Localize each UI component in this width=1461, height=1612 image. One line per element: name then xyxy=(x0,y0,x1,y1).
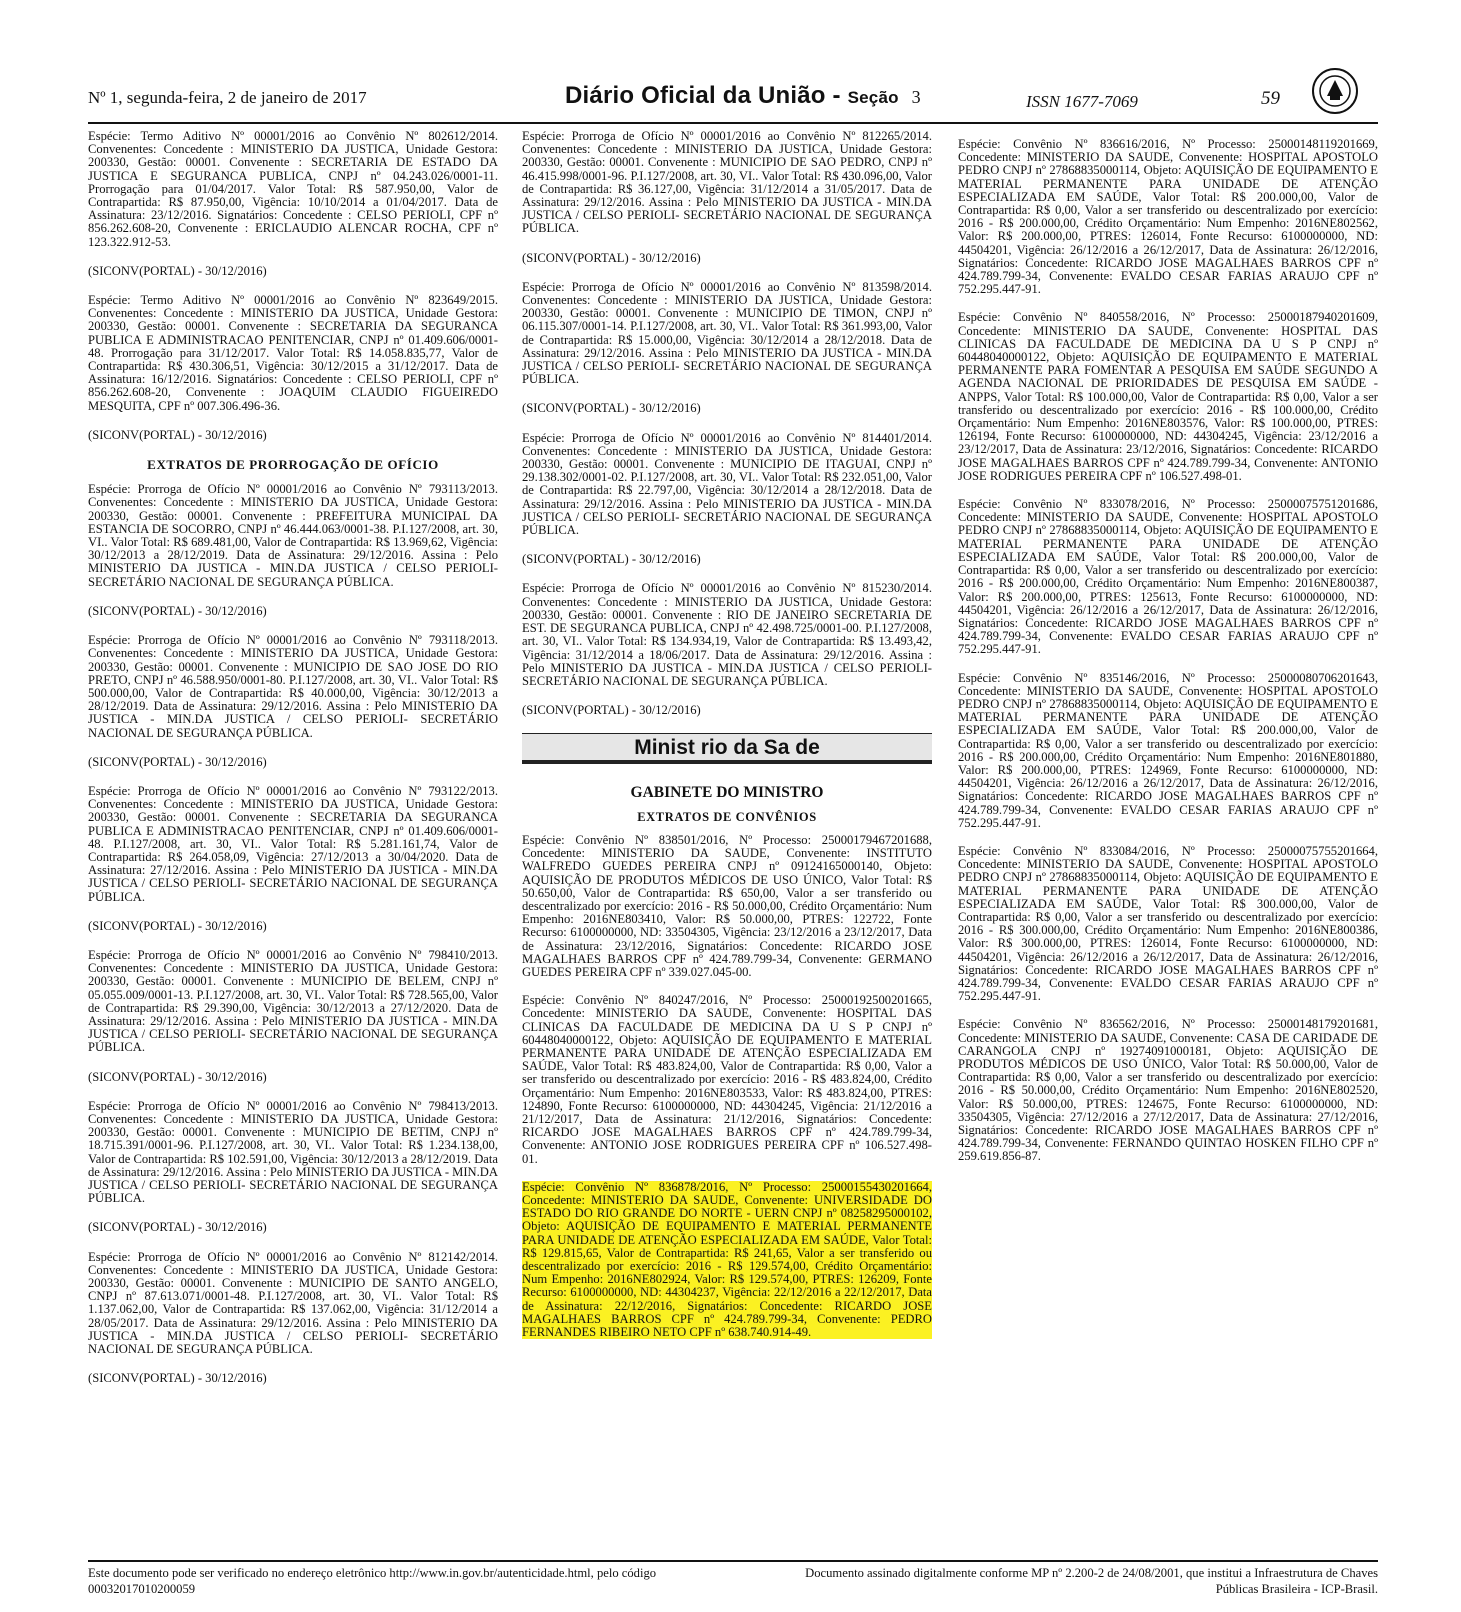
convenio-entry: Espécie: Convênio Nº 833078/2016, Nº Processo: 25000075751201686, Concedente: MINISTERIO DA SAUDE, Convenente: HOSPITAL APOSTOLO PEDRO CNPJ nº 27868835000114, Objeto: AQUISIÇÃO DE EQUIPAMENTO E MATERIAL PERMANENTE PARA UNIDADE DE ATENÇÃO ESPECIALIZADA EM SAÚDE, Valor Total: R$ 200.000,00, Valor de Contrapartida: R$ 0,00, Valor a ser transferido ou descentralizado por exercício: 2016 - R$ 200.000,00, Crédito Orçamentário: Num Empenho: 2016NE800387, Valor: R$ 200.000,00, PTRES: 125613, Fonte Recurso: 6100000000, ND: 44504201, Vigência: 26/12/2016 a 26/12/2017, Data de Assinatura: 26/12/2016, Signatários: Concedente: RICARDO JOSE MAGALHAES BARROS CPF nº 424.789.799-34, Convenente: EVALDO CESAR FARIAS ARAUJO CPF nº 752.295.447-91. xyxy=(958,497,1378,657)
imprensa-nacional-seal-icon xyxy=(1310,66,1360,116)
spacer xyxy=(958,483,1378,498)
issue-line: Nº 1, segunda-feira, 2 de janeiro de 2017 xyxy=(88,88,367,107)
issn: ISSN 1677-7069 xyxy=(1026,92,1138,111)
section-label: Seção xyxy=(847,88,899,107)
extract-entry: Espécie: Prorroga de Ofício Nº 00001/2016 ao Convênio Nº 793118/2013. Convenentes: Concedente : MINISTERIO DA JUSTICA, Unidade Gestora: 200330, Gestão: 00001. Convenente : MUNICIPIO DE SAO JOSE DO RIO PRETO, CNPJ nº 46.588.950/0001-80. P.I.127/2008, art. 30, VI.. Valor Total: R$ 500.000,00, Valor de Contrapartida: R$ 40.000,00, Vigência: 30/12/2013 a 28/12/2019. Data de Assinatura: 29/12/2016. Assina : Pelo MINISTERIO DA JUSTICA - MIN.DA JUSTICA / CELSO PERIOLI- SECRETÁRIO NACIONAL DE SEGURANÇA PÚBLICA. xyxy=(88,633,498,740)
highlighted-convenio-entry: Espécie: Convênio Nº 836878/2016, Nº Processo: 25000155430201664, Concedente: MINISTERIO DA SAUDE, Convenente: UNIVERSIDADE DO ESTADO DO RIO GRANDE DO NORTE - UERN CNPJ nº 08258295000102, Objeto: AQUISIÇÃO DE EQUIPAMENTO E MATERIAL PERMANENTE PARA UNIDADE DE ATENÇÃO ESPECIALIZADA EM SAÚDE, Valor Total: R$ 129.815,65, Valor de Contrapartida: R$ 241,65, Valor a ser transferido ou descentralizado por exercício: 2016 - R$ 129.574,00, Crédito Orçamentário: Num Empenho: 2016NE802924, Valor: R$ 129.574,00, PTRES: 126209, Fonte Recurso: 6100000000, ND: 44304237, Vigência: 22/12/2016 a 22/12/2017, Data de Assinatura: 22/12/2016, Signatários: Concedente: RICARDO JOSE MAGALHAES BARROS CPF nº 424.789.799-34, Convenente: PEDRO FERNANDES RIBEIRO NETO CPF nº 638.740.914-49. xyxy=(522,1179,932,1340)
convenio-entry: Espécie: Convênio Nº 838501/2016, Nº Processo: 25000179467201688, Concedente: MINISTERIO DA SAUDE, Convenente: INSTITUTO WALFREDO GUEDES PEREIRA CNPJ nº 09124165000140, Objeto: AQUISIÇÃO DE PRODUTOS MÉDICOS DE USO ÚNICO, Valor Total: R$ 50.650,00, Valor de Contrapartida: R$ 650,00, Valor a ser transferido ou descentralizado por exercício: 2016 - R$ 50.000,00, Crédito Orçamentário: Num Empenho: 2016NE803410, Valor: R$ 50.000,00, PTRES: 122722, Fonte Recurso: 6100000000, ND: 33504305, Vigência: 23/12/2016 a 23/12/2017, Data de Assinatura: 23/12/2016, Signatários: Concedente: RICARDO JOSE MAGALHAES BARROS CPF nº 424.789.799-34, Convenente: GERMANO GUEDES PEREIRA CPF nº 339.027.045-00. xyxy=(522,832,932,979)
gazette-name: Diário Oficial da União xyxy=(565,82,826,109)
convenio-entry: Espécie: Convênio Nº 835146/2016, Nº Processo: 25000080706201643, Concedente: MINISTERIO DA SAUDE, Convenente: HOSPITAL APOSTOLO PEDRO CNPJ nº 27868835000114, Objeto: AQUISIÇÃO DE EQUIPAMENTO E MATERIAL PERMANENTE PARA UNIDADE DE ATENÇÃO ESPECIALIZADA EM SAÚDE, Valor Total: R$ 200.000,00, Valor de Contrapartida: R$ 0,00, Valor a ser transferido ou descentralizado por exercício: 2016 - R$ 200.000,00, Crédito Orçamentário: Num Empenho: 2016NE801880, Valor: R$ 200.000,00, PTRES: 124969, Fonte Recurso: 6100000000, ND: 44504201, Vigência: 26/12/2016 a 26/12/2017, Data de Assinatura: 26/12/2016, Signatários: Concedente: RICARDO JOSE MAGALHAES BARROS CPF nº 424.789.799-34, Convenente: EVALDO CESAR FARIAS ARAUJO CPF nº 752.295.447-91. xyxy=(958,670,1378,830)
siconv-note: (SICONV(PORTAL) - 30/12/2016) xyxy=(88,754,267,769)
column-2 xyxy=(522,130,932,1339)
extract-entry: Espécie: Prorroga de Ofício Nº 00001/2016 ao Convênio Nº 793122/2013. Convenentes: Concedente : MINISTERIO DA JUSTICA, Unidade Gestora: 200330, Gestão: 00001. Convenente : SECRETARIA DA SEGURANCA PUBLICA E ADMINISTRACAO PENITENCIAR, CNPJ nº 01.409.606/0001-48. P.I.127/2008, art. 30, VI.. Valor Total: R$ 5.281.161,74, Valor de Contrapartida: R$ 264.058,09, Vigência: 27/12/2013 a 30/04/2020. Data de Assinatura: 27/12/2016. Assina : Pelo MINISTERIO DA JUSTICA - MIN.DA JUSTICA / CELSO PERIOLI- SECRETÁRIO NACIONAL DE SEGURANÇA PÚBLICA. xyxy=(88,783,498,904)
spacer xyxy=(958,657,1378,672)
extract-entry: Espécie: Termo Aditivo Nº 00001/2016 ao Convênio Nº 802612/2014. Convenentes: Concedente : MINISTERIO DA JUSTICA, Unidade Gestora: 200330, Gestão: 00001. Convenente : SECRETARIA DE ESTADO DA JUSTICA E SEGURANCA PUBLICA, CNPJ nº 04.243.026/0001-11. Prorrogação para 01/04/2017. Valor Total: R$ 587.950,00, Valor de Contrapartida: R$ 87.950,00, Vigência: 10/10/2014 a 01/04/2017. Data de Assinatura: 23/12/2016. Signatários: Concedente : CELSO PERIOLI, CPF nº 856.262.608-20, Convenente : ERICLAUDIO ALENCAR ROCHA, CPF nº 123.322.912-53. xyxy=(88,129,498,249)
footer-rule xyxy=(88,1560,1378,1562)
siconv-note: (SICONV(PORTAL) - 30/12/2016) xyxy=(88,1069,267,1084)
extract-entry: Espécie: Prorroga de Ofício Nº 00001/2016 ao Convênio Nº 813598/2014. Convenentes: Concedente : MINISTERIO DA JUSTICA, Unidade Gestora: 200330, Gestão: 00001. Convenente : MUNICIPIO DE TIMON, CNPJ nº 06.115.307/0001-14. P.I.127/2008, art. 30, VI.. Valor Total: R$ 361.993,00, Valor de Contrapartida: R$ 15.000,00, Vigência: 30/12/2014 a 28/12/2018. Data de Assinatura: 29/12/2016. Assina : Pelo MINISTERIO DA JUSTICA - MIN.DA JUSTICA / CELSO PERIOLI- SECRETÁRIO NACIONAL DE SEGURANÇA PÚBLICA. xyxy=(522,279,932,387)
spacer xyxy=(522,1166,932,1181)
convenio-entry: Espécie: Convênio Nº 836616/2016, Nº Processo: 25000148119201669, Concedente: MINISTERIO DA SAUDE, Convenente: HOSPITAL APOSTOLO PEDRO CNPJ nº 27868835000114, Objeto: AQUISIÇÃO DE EQUIPAMENTO E MATERIAL PERMANENTE PARA UNIDADE DE ATENÇÃO ESPECIALIZADA EM SAÚDE, Valor Total: R$ 200.000,00, Valor de Contrapartida: R$ 0,00, Valor a ser transferido ou descentralizado por exercício: 2016 - R$ 200.000,00, Crédito Orçamentário: Num Empenho: 2016NE802562, Valor: R$ 200.000,00, PTRES: 126014, Fonte Recurso: 6100000000, ND: 44504201, Vigência: 26/12/2016 a 26/12/2017, Data de Assinatura: 26/12/2016, Signatários: Concedente: RICARDO JOSE MAGALHAES BARROS CPF nº 424.789.799-34, Convenente: EVALDO CESAR FARIAS ARAUJO CPF nº 752.295.447-91. xyxy=(958,137,1378,297)
extract-entry: Espécie: Prorroga de Ofício Nº 00001/2016 ao Convênio Nº 814401/2014. Convenentes: Concedente : MINISTERIO DA JUSTICA, Unidade Gestora: 200330, Gestão: 00001. Convenente : MUNICIPIO DE ITAGUAI, CNPJ nº 29.138.302/0001-02. P.I.127/2008, art. 30, VI.. Valor Total: R$ 232.051,00, Valor de Contrapartida: R$ 22.797,00, Vigência: 30/12/2014 a 28/12/2018. Data de Assinatura: 29/12/2016. Assina : Pelo MINISTERIO DA JUSTICA - MIN.DA JUSTICA / CELSO PERIOLI- SECRETÁRIO NACIONAL DE SEGURANÇA PÚBLICA. xyxy=(522,430,932,538)
gazette-title: Diário Oficial da União - Seção 3 xyxy=(565,82,921,109)
header-rule xyxy=(88,122,1378,124)
spacer xyxy=(958,830,1378,845)
siconv-note: (SICONV(PORTAL) - 30/12/2016) xyxy=(522,250,701,265)
section-heading: EXTRATOS DE PRORROGAÇÃO DE OFÍCIO xyxy=(147,457,439,473)
extract-entry: Espécie: Termo Aditivo Nº 00001/2016 ao Convênio Nº 823649/2015. Convenentes: Concedente : MINISTERIO DA JUSTICA, Unidade Gestora: 200330, Gestão: 00001. Convenente : SECRETARIA DA SEGURANCA PUBLICA E ADMINISTRACAO PENITENCIAR, CNPJ nº 01.409.606/0001-48. Prorrogação para 31/12/2017. Valor Total: R$ 14.058.835,77, Valor de Contrapartida: R$ 430.306,51, Vigência: 30/12/2015 a 31/12/2017. Data de Assinatura: 16/12/2016. Signatários: Concedente : CELSO PERIOLI, CPF nº 856.262.608-20, Convenente : JOAQUIM CLAUDIO FIGUEIREDO MESQUITA, CPF nº 007.306.496-36. xyxy=(88,293,498,413)
extract-entry: Espécie: Prorroga de Ofício Nº 00001/2016 ao Convênio Nº 812265/2014. Convenentes: Concedente : MINISTERIO DA JUSTICA, Unidade Gestora: 200330, Gestão: 00001. Convenente : MUNICIPIO DE SAO PEDRO, CNPJ nº 46.415.998/0001-96. P.I.127/2008, art. 30, VI.. Valor Total: R$ 430.096,00, Valor de Contrapartida: R$ 36.127,00, Vigência: 31/12/2014 a 31/05/2017. Data de Assinatura: 29/12/2016. Assina : Pelo MINISTERIO DA JUSTICA - MIN.DA JUSTICA / CELSO PERIOLI- SECRETÁRIO NACIONAL DE SEGURANÇA PÚBLICA. xyxy=(522,129,932,236)
column-3 xyxy=(958,138,1378,1164)
extract-entry: Espécie: Prorroga de Ofício Nº 00001/2016 ao Convênio Nº 793113/2013. Convenentes: Concedente : MINISTERIO DA JUSTICA, Unidade Gestora: 200330, Gestão: 00001. Convenente : PREFEITURA MUNICIPAL DA ESTANCIA DE SOCORRO, CNPJ nº 46.444.063/0001-38. P.I.127/2008, art. 30, VI.. Valor Total: R$ 689.481,00, Valor de Contrapartida: R$ 13.969,62, Vigência: 30/12/2013 a 28/12/2019. Data de Assinatura: 29/12/2016. Assina : Pelo MINISTERIO DA JUSTICA - MIN.DA JUSTICA / CELSO PERIOLI- SECRETÁRIO NACIONAL DE SEGURANÇA PÚBLICA. xyxy=(88,482,498,589)
siconv-note: (SICONV(PORTAL) - 30/12/2016) xyxy=(522,401,701,416)
page-header xyxy=(88,78,1378,120)
convenio-entry: Espécie: Convênio Nº 836562/2016, Nº Processo: 25000148179201681, Concedente: MINISTERIO DA SAUDE, Convenente: CASA DE CARIDADE DE CARANGOLA CNPJ nº 19274091000181, Objeto: AQUISIÇÃO DE PRODUTOS MÉDICOS DE USO ÚNICO, Valor Total: R$ 50.000,00, Valor de Contrapartida: R$ 0,00, Valor a ser transferido ou descentralizado por exercício: 2016 - R$ 50.000,00, Crédito Orçamentário: Num Empenho: 2016NE802520, Valor: R$ 50.000,00, PTRES: 124675, Fonte Recurso: 6100000000, ND: 33504305, Vigência: 27/12/2016 a 27/12/2017, Data de Assinatura: 27/12/2016, Signatários: Concedente: RICARDO JOSE MAGALHAES BARROS CPF nº 424.789.799-34, Convenente: FERNANDO QUINTAO HOSKEN FILHO CPF nº 259.619.856-87. xyxy=(958,1017,1378,1164)
ministry-banner: Minist rio da Sa de xyxy=(522,733,932,763)
column-1 xyxy=(88,130,498,1401)
gabinete-heading: GABINETE DO MINISTRO xyxy=(630,783,824,801)
siconv-note: (SICONV(PORTAL) - 30/12/2016) xyxy=(88,1371,267,1386)
spacer xyxy=(958,1003,1378,1018)
spacer xyxy=(958,296,1378,311)
extratos-heading: EXTRATOS DE CONVÊNIOS xyxy=(637,809,817,824)
footer-signature: Documento assinado digitalmente conforme MP nº 2.200-2 de 24/08/2001, que institui a Infraestrutura de Chaves Públicas Brasileira - ICP-Brasil. xyxy=(805,1566,1378,1596)
extract-entry: Espécie: Prorroga de Ofício Nº 00001/2016 ao Convênio Nº 798413/2013. Convenentes: Concedente : MINISTERIO DA JUSTICA, Unidade Gestora: 200330, Gestão: 00001. Convenente : MUNICIPIO DE BETIM, CNPJ nº 18.715.391/0001-96. P.I.127/2008, art. 30, VI.. Valor Total: R$ 1.234.138,00, Valor de Contrapartida: R$ 102.591,00, Vigência: 30/12/2013 a 28/12/2019. Data de Assinatura: 29/12/2016. Assina : Pelo MINISTERIO DA JUSTICA - MIN.DA JUSTICA / CELSO PERIOLI- SECRETÁRIO NACIONAL DE SEGURANÇA PÚBLICA. xyxy=(88,1098,498,1206)
page-number: 59 xyxy=(1261,88,1280,109)
extract-entry: Espécie: Prorroga de Ofício Nº 00001/2016 ao Convênio Nº 815230/2014. Convenentes: Concedente : MINISTERIO DA JUSTICA, Unidade Gestora: 200330, Gestão: 00001. Convenente : RIO DE JANEIRO SECRETARIA DE EST. DE SEGURANCA PUBLICA, CNPJ nº 42.498.725/0001-00. P.I.127/2008, art. 30, VI.. Valor Total: R$ 134.934,19, Valor de Contrapartida: R$ 13.493,42, Vigência: 31/12/2014 a 18/06/2017. Data de Assinatura: 29/12/2016. Assina : Pelo MINISTERIO DA JUSTICA - MIN.DA JUSTICA / CELSO PERIOLI- SECRETÁRIO NACIONAL DE SEGURANÇA PÚBLICA. xyxy=(522,581,932,688)
convenio-entry: Espécie: Convênio Nº 833084/2016, Nº Processo: 25000075755201664, Concedente: MINISTERIO DA SAUDE, Convenente: HOSPITAL APOSTOLO PEDRO CNPJ nº 27868835000114, Objeto: AQUISIÇÃO DE EQUIPAMENTO E MATERIAL PERMANENTE PARA UNIDADE DE ATENÇÃO ESPECIALIZADA EM SAÚDE, Valor Total: R$ 300.000,00, Valor de Contrapartida: R$ 0,00, Valor a ser transferido ou descentralizado por exercício: 2016 - R$ 300.000,00, Crédito Orçamentário: Num Empenho: 2016NE800386, Valor: R$ 300.000,00, PTRES: 126014, Fonte Recurso: 6100000000, ND: 44504201, Vigência: 26/12/2016 a 26/12/2017, Data de Assinatura: 26/12/2016, Signatários: Concedente: RICARDO JOSE MAGALHAES BARROS CPF nº 424.789.799-34, Convenente: EVALDO CESAR FARIAS ARAUJO CPF nº 752.295.447-91. xyxy=(958,843,1378,1004)
siconv-note: (SICONV(PORTAL) - 30/12/2016) xyxy=(522,552,701,567)
siconv-note: (SICONV(PORTAL) - 30/12/2016) xyxy=(88,427,267,442)
extract-entry: Espécie: Prorroga de Ofício Nº 00001/2016 ao Convênio Nº 812142/2014. Convenentes: Concedente : MINISTERIO DA JUSTICA, Unidade Gestora: 200330, Gestão: 00001. Convenente : MUNICIPIO DE SANTO ANGELO, CNPJ nº 87.613.071/0001-48. P.I.127/2008, art. 30, VI.. Valor Total: R$ 1.137.062,00, Valor de Contrapartida: R$ 137.062,00, Vigência: 31/12/2014 a 28/05/2017. Data de Assinatura: 29/12/2016. Assina : Pelo MINISTERIO DA JUSTICA - MIN.DA JUSTICA / CELSO PERIOLI- SECRETÁRIO NACIONAL DE SEGURANÇA PÚBLICA. xyxy=(88,1249,498,1357)
siconv-note: (SICONV(PORTAL) - 30/12/2016) xyxy=(88,1220,267,1235)
convenio-entry: Espécie: Convênio Nº 840558/2016, Nº Processo: 25000187940201609, Concedente: MINISTERIO DA SAUDE, Convenente: HOSPITAL DAS CLINICAS DA FACULDADE DE MEDICINA DA U S P CNPJ nº 60448040000122, Objeto: AQUISIÇÃO DE EQUIPAMENTO E MATERIAL PERMANENTE PARA FOMENTAR A PESQUISA EM SAÚDE SEGUNDO A AGENDA NACIONAL DE PRIORIDADES DE PESQUISA EM SAÚDE - ANPPS, Valor Total: R$ 100.000,00, Valor de Contrapartida: R$ 0,00, Valor a ser transferido ou descentralizado por exercício: 2016 - R$ 100.000,00, Crédito Orçamentário: Num Empenho: 2016NE803576, Valor: R$ 100.000,00, PTRES: 126194, Fonte Recurso: 6100000000, ND: 44304245, Vigência: 23/12/2016 a 23/12/2017, Data de Assinatura: 23/12/2016, Signatários: Concedente: RICARDO JOSE MAGALHAES BARROS CPF nº 424.789.799-34, Convenente: ANTONIO JOSE RODRIGUES PEREIRA CPF nº 106.527.498-01. xyxy=(958,310,1378,483)
siconv-note: (SICONV(PORTAL) - 30/12/2016) xyxy=(522,703,701,718)
siconv-note: (SICONV(PORTAL) - 30/12/2016) xyxy=(88,603,267,618)
footer-verification: Este documento pode ser verificado no endereço eletrônico http://www.in.gov.br/autenticidade.html, pelo código 00032017010200059 xyxy=(88,1566,657,1596)
convenio-entry: Espécie: Convênio Nº 840247/2016, Nº Processo: 25000192500201665, Concedente: MINISTERIO DA SAUDE, Convenente: HOSPITAL DAS CLINICAS DA FACULDADE DE MEDICINA DA U S P CNPJ nº 60448040000122, Objeto: AQUISIÇÃO DE EQUIPAMENTO E MATERIAL PERMANENTE PARA UNIDADE DE ATENÇÃO ESPECIALIZADA EM SAÚDE, Valor Total: R$ 483.824,00, Valor de Contrapartida: R$ 0,00, Valor a ser transferido ou descentralizado por exercício: 2016 - R$ 483.824,00, Crédito Orçamentário: Num Empenho: 2016NE803533, Valor: R$ 483.824,00, PTRES: 124890, Fonte Recurso: 6100000000, ND: 44304245, Vigência: 21/12/2016 a 21/12/2017, Data de Assinatura: 21/12/2016, Signatários: Concedente: RICARDO JOSE MAGALHAES BARROS CPF nº 424.789.799-34, Convenente: ANTONIO JOSE RODRIGUES PEREIRA CPF nº 106.527.498-01. xyxy=(522,993,932,1166)
siconv-note: (SICONV(PORTAL) - 30/12/2016) xyxy=(88,918,267,933)
extract-entry: Espécie: Prorroga de Ofício Nº 00001/2016 ao Convênio Nº 798410/2013. Convenentes: Concedente : MINISTERIO DA JUSTICA, Unidade Gestora: 200330, Gestão: 00001. Convenente : MUNICIPIO DE BELEM, CNPJ nº 05.055.009/0001-13. P.I.127/2008, art. 30, VI.. Valor Total: R$ 728.565,00, Valor de Contrapartida: R$ 29.390,00, Vigência: 30/12/2013 a 27/12/2020. Data de Assinatura: 29/12/2016. Assina : Pelo MINISTERIO DA JUSTICA - MIN.DA JUSTICA / CELSO PERIOLI- SECRETÁRIO NACIONAL DE SEGURANÇA PÚBLICA. xyxy=(88,947,498,1055)
section-number: 3 xyxy=(911,87,921,107)
siconv-note: (SICONV(PORTAL) - 30/12/2016) xyxy=(88,263,267,278)
spacer xyxy=(522,979,932,994)
